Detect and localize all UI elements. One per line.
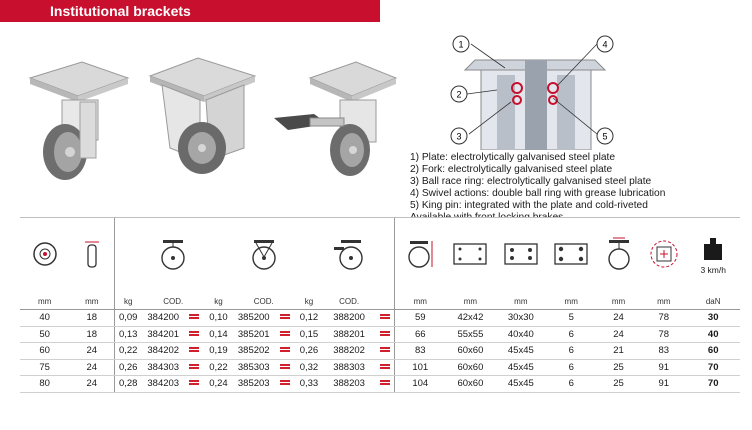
braked-caster-image xyxy=(270,40,400,180)
unit-cell: mm xyxy=(495,294,546,310)
unit-cell: mm xyxy=(596,294,641,310)
table-cell: 0,22 xyxy=(205,359,232,376)
table-cell: 104 xyxy=(394,376,445,393)
plate-size-icon xyxy=(446,218,495,294)
table-cell: 91 xyxy=(641,359,686,376)
note-fork: 2) Fork: electrolytically galvanised steel plate xyxy=(410,164,613,175)
braked-caster-icon xyxy=(322,218,375,294)
units-row xyxy=(20,294,740,310)
red-marker-icon xyxy=(280,331,290,338)
unit-cell: mm xyxy=(547,294,596,310)
table-cell: 0,14 xyxy=(205,326,232,343)
red-marker-icon xyxy=(189,380,199,387)
feature-notes xyxy=(410,152,750,224)
red-marker-icon xyxy=(280,347,290,354)
callout-5: 5 xyxy=(602,131,608,142)
table-cell: 21 xyxy=(596,343,641,360)
section-title: Institutional brackets xyxy=(50,3,191,19)
unit-cell: mm xyxy=(69,294,114,310)
red-marker-icon xyxy=(189,331,199,338)
table-cell: 0,26 xyxy=(115,359,142,376)
table-cell: 24 xyxy=(69,343,114,360)
callout-3: 3 xyxy=(456,131,462,142)
callout-1: 1 xyxy=(458,39,464,50)
table-cell: 24 xyxy=(69,359,114,376)
unit-cell: mm xyxy=(394,294,445,310)
product-photos xyxy=(20,40,410,190)
table-cell: 30x30 xyxy=(495,310,546,327)
unit-cell: COD. xyxy=(232,294,296,310)
table-cell: 66 xyxy=(394,326,445,343)
table-cell: 45x45 xyxy=(495,376,546,393)
table-cell: 30 xyxy=(686,310,740,327)
table-cell: 0,19 xyxy=(205,343,232,360)
table-cell: 384201 xyxy=(141,326,205,343)
wheel-width-icon xyxy=(69,218,114,294)
table-cell: 40x40 xyxy=(495,326,546,343)
table-row xyxy=(20,326,740,343)
table-cell: 78 xyxy=(641,310,686,327)
unit-cell xyxy=(376,294,395,310)
table-cell: 5 xyxy=(547,310,596,327)
table-cell: 0,33 xyxy=(296,376,323,393)
table-cell: 6 xyxy=(547,326,596,343)
table-cell: 59 xyxy=(394,310,445,327)
table-cell: 0,09 xyxy=(115,310,142,327)
table-cell: 388201 xyxy=(322,326,375,343)
table-cell: 385200 xyxy=(232,310,296,327)
table-cell: 78 xyxy=(641,326,686,343)
red-marker-icon xyxy=(189,347,199,354)
table-cell: 83 xyxy=(641,343,686,360)
table-cell: 0,28 xyxy=(115,376,142,393)
unit-cell: mm xyxy=(20,294,69,310)
table-cell: 388202 xyxy=(322,343,375,360)
red-marker-icon xyxy=(189,364,199,371)
table-cell: 388303 xyxy=(322,359,375,376)
table-cell: 0,22 xyxy=(115,343,142,360)
table-cell: 385202 xyxy=(232,343,296,360)
table-cell: 70 xyxy=(686,376,740,393)
unit-cell: mm xyxy=(446,294,495,310)
section-header xyxy=(0,0,380,22)
table-cell: 18 xyxy=(69,310,114,327)
table-cell: 6 xyxy=(547,343,596,360)
table-cell: 24 xyxy=(69,376,114,393)
table-cell: 60 xyxy=(686,343,740,360)
unit-cell: mm xyxy=(641,294,686,310)
unit-cell: kg xyxy=(296,294,323,310)
table-row xyxy=(20,359,740,376)
note-plate: 1) Plate: electrolytically galvanised steel plate xyxy=(410,152,615,163)
table-cell: 388203 xyxy=(322,376,375,393)
table-cell: 55x55 xyxy=(446,326,495,343)
table-cell: 385201 xyxy=(232,326,296,343)
table-cell: 40 xyxy=(20,310,69,327)
table-body xyxy=(20,310,740,393)
table-cell: 6 xyxy=(547,359,596,376)
weight-icon-fixed xyxy=(205,218,232,294)
table-cell: 60x60 xyxy=(446,376,495,393)
table-cell: 91 xyxy=(641,376,686,393)
red-marker-icon xyxy=(376,326,395,343)
unit-cell: kg xyxy=(205,294,232,310)
table-cell: 385303 xyxy=(232,359,296,376)
table-cell: 60x60 xyxy=(446,359,495,376)
note-swivel: 4) Swivel actions: double ball ring with grease lubrication xyxy=(410,188,666,199)
red-marker-icon xyxy=(189,314,199,321)
table-cell: 0,15 xyxy=(296,326,323,343)
table-cell: 42x42 xyxy=(446,310,495,327)
weight-icon-swivel xyxy=(115,218,142,294)
code-marker-col xyxy=(376,218,395,294)
red-marker-icon xyxy=(280,380,290,387)
red-marker-icon xyxy=(376,310,395,327)
swivel-caster-image xyxy=(20,40,135,180)
swivel-radius-icon xyxy=(641,218,686,294)
wheel-diameter-icon xyxy=(20,218,69,294)
unit-cell: daN xyxy=(686,294,740,310)
note-king-pin: 5) King pin: integrated with the plate and cold-riveted xyxy=(410,200,648,211)
callout-2: 2 xyxy=(456,89,462,100)
table-row xyxy=(20,343,740,360)
table-cell: 75 xyxy=(20,359,69,376)
table-cell: 101 xyxy=(394,359,445,376)
table-cell: 25 xyxy=(596,359,641,376)
table-cell: 18 xyxy=(69,326,114,343)
cutaway-diagram xyxy=(445,30,625,150)
table-cell: 24 xyxy=(596,310,641,327)
table-cell: 60 xyxy=(20,343,69,360)
table-cell: 80 xyxy=(20,376,69,393)
table-cell: 6 xyxy=(547,376,596,393)
table-cell: 50 xyxy=(20,326,69,343)
bolt-hole-icon xyxy=(547,218,596,294)
table-cell: 0,10 xyxy=(205,310,232,327)
table-cell: 385203 xyxy=(232,376,296,393)
table-cell: 83 xyxy=(394,343,445,360)
spec-table xyxy=(20,217,740,393)
load-capacity-icon xyxy=(686,218,740,294)
table-cell: 45x45 xyxy=(495,343,546,360)
unit-cell: kg xyxy=(115,294,142,310)
table-cell: 24 xyxy=(596,326,641,343)
speed-label: 3 km/h xyxy=(700,265,726,276)
table-cell: 384303 xyxy=(141,359,205,376)
icon-header-row xyxy=(20,218,740,294)
note-ball-race: 3) Ball race ring: electrolytically galvanised steel plate xyxy=(410,176,652,187)
table-cell: 40 xyxy=(686,326,740,343)
red-marker-icon xyxy=(280,314,290,321)
table-cell: 384202 xyxy=(141,343,205,360)
callout-4: 4 xyxy=(602,39,608,50)
weight-icon-braked xyxy=(296,218,323,294)
swivel-caster-icon xyxy=(141,218,205,294)
table-cell: 388200 xyxy=(322,310,375,327)
table-cell: 0,12 xyxy=(296,310,323,327)
unit-cell: COD. xyxy=(141,294,205,310)
red-marker-icon xyxy=(280,364,290,371)
table-cell: 384203 xyxy=(141,376,205,393)
table-row xyxy=(20,376,740,393)
table-cell: 0,32 xyxy=(296,359,323,376)
unit-cell: COD. xyxy=(322,294,375,310)
table-cell: 60x60 xyxy=(446,343,495,360)
table-row xyxy=(20,310,740,327)
red-marker-icon xyxy=(376,359,395,376)
table-cell: 25 xyxy=(596,376,641,393)
fixed-caster-image xyxy=(140,40,265,180)
table-cell: 0,13 xyxy=(115,326,142,343)
hole-spacing-icon xyxy=(495,218,546,294)
red-marker-icon xyxy=(376,343,395,360)
table-cell: 70 xyxy=(686,359,740,376)
table-cell: 45x45 xyxy=(495,359,546,376)
table-cell: 384200 xyxy=(141,310,205,327)
table-cell: 0,24 xyxy=(205,376,232,393)
fixed-caster-icon xyxy=(232,218,296,294)
red-marker-icon xyxy=(376,376,395,393)
offset-icon xyxy=(596,218,641,294)
table-cell: 0,26 xyxy=(296,343,323,360)
total-height-icon xyxy=(394,218,445,294)
